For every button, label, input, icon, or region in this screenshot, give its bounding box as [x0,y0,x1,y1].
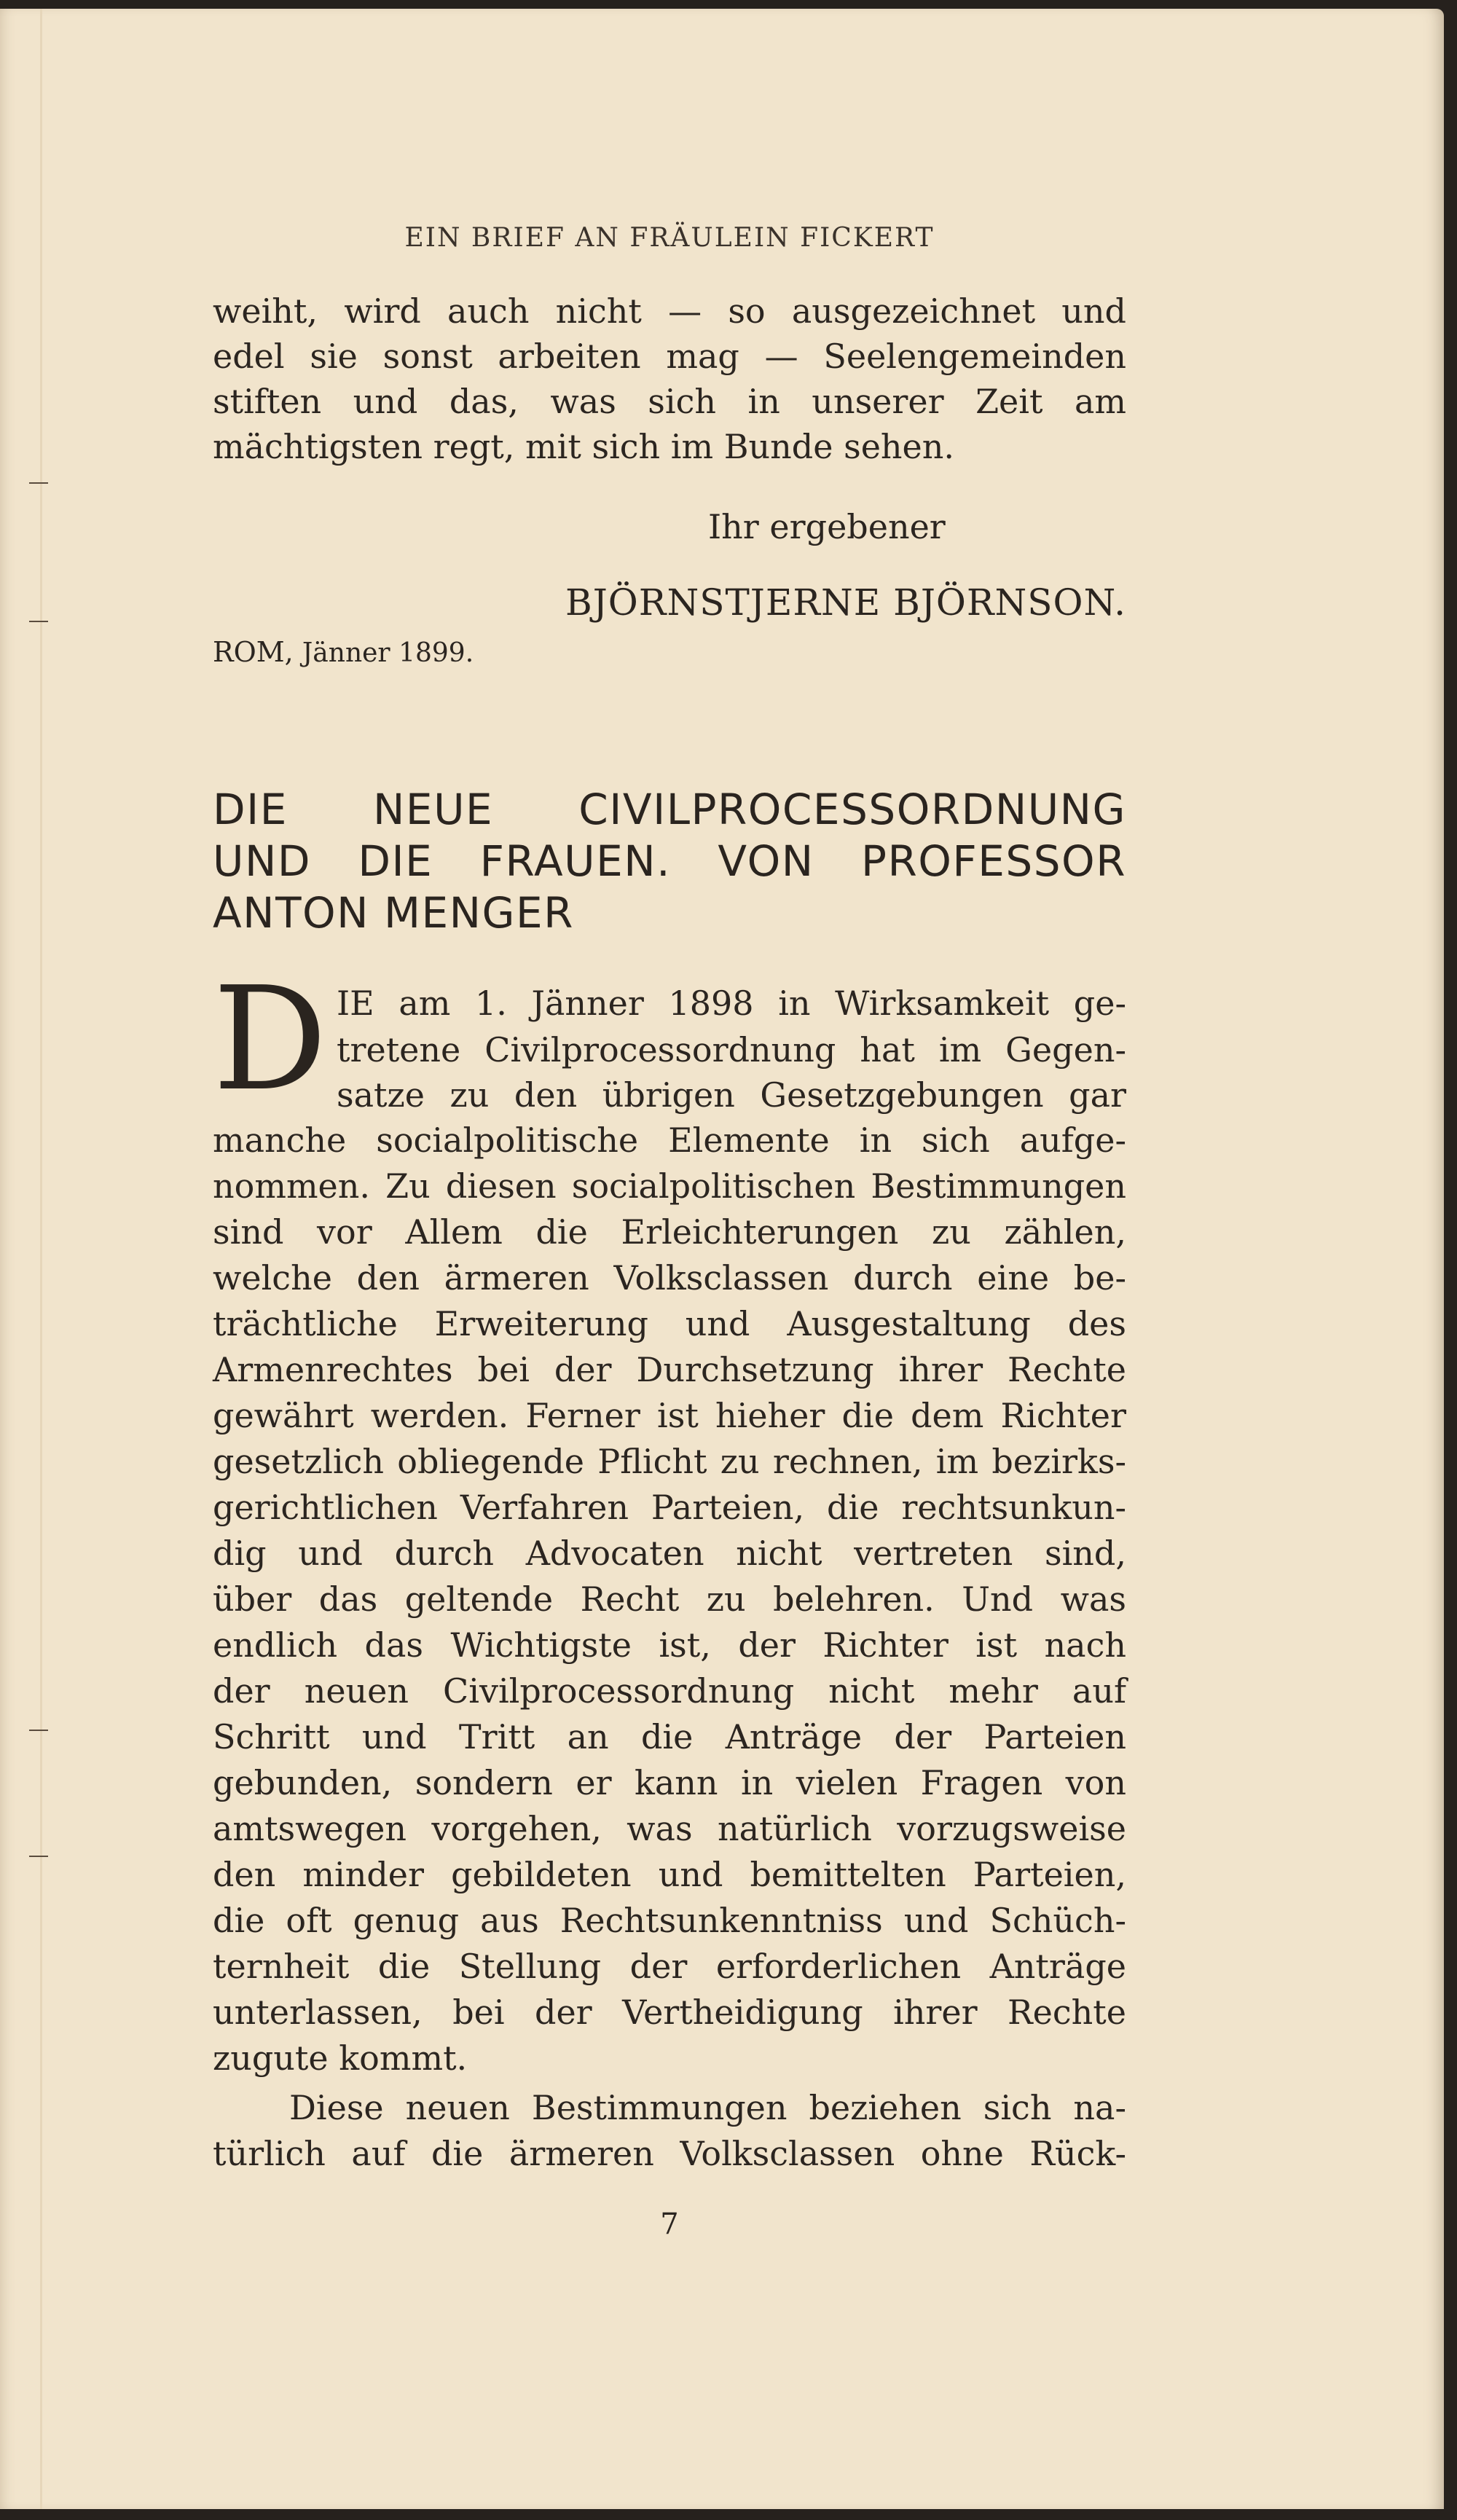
article-title-line: UND DIE FRAUEN. VON PROFESSOR [213,836,1126,886]
paragraph-line: unterlassen, bei der Vertheidigung ihrer Rechte [213,1993,1126,2032]
margin-mark [29,1856,48,1857]
paragraph-line: Armenrechtes bei der Durchsetzung ihrer Rechte [213,1350,1126,1389]
book-page [0,9,1444,2509]
paragraph-line: die oft genug aus Rechtsunkenntniss und Schüch- [213,1901,1126,1940]
letter-line: weiht, wird auch nicht — so ausgezeichnet und [213,291,1126,331]
article-title-line: ANTON MENGER [213,888,574,938]
paragraph-line: amtswegen vorgehen, was natürlich vorzugsweise [213,1809,1126,1848]
paragraph-line: welche den ärmeren Volksclassen durch eine be- [213,1258,1126,1298]
paragraph-line: Diese neuen Bestimmungen beziehen sich na- [289,2088,1126,2127]
paragraph-line: endlich das Wichtigste ist, der Richter ist nach [213,1625,1126,1665]
paragraph-line: gebunden, sondern er kann in vielen Fragen von [213,1763,1126,1802]
article-title-line: DIE NEUE CIVILPROCESSORDNUNG [213,785,1126,834]
paragraph-line: zugute kommt. [213,2038,468,2078]
margin-mark [29,1730,48,1731]
letter-line: stiften und das, was sich in unserer Zeit am [213,382,1126,421]
paragraph-line: satze zu den übrigen Gesetzgebungen gar [337,1075,1126,1115]
paragraph-line: IE am 1. Jänner 1898 in Wirksamkeit ge- [337,984,1126,1023]
paragraph-line: tretene Civilprocessordnung hat im Gegen- [337,1030,1126,1069]
paragraph-line: gewährt werden. Ferner ist hieher die dem Richter [213,1396,1126,1435]
paragraph-line: nommen. Zu diesen socialpolitischen Bestimmungen [213,1166,1126,1206]
page-fold [40,9,42,2509]
drop-cap: D [213,957,328,1123]
paragraph-line: türlich auf die ärmeren Volksclassen ohne Rück- [213,2134,1126,2173]
paragraph-line: dig und durch Advocaten nicht vertreten sind, [213,1534,1126,1573]
paragraph-line: Schritt und Tritt an die Anträge der Parteien [213,1717,1126,1756]
margin-mark [29,621,48,622]
margin-mark [29,482,48,484]
text-column [213,9,1126,2486]
letter-line: edel sie sonst arbeiten mag — Seelengemeinden [213,337,1126,376]
paragraph-line: den minder gebildeten und bemittelten Parteien, [213,1855,1126,1894]
page-number: 7 [660,2207,679,2241]
running-head: EIN BRIEF AN FRÄULEIN FICKERT [404,223,935,253]
letter-date: Jänner 1899. [302,638,474,668]
paragraph-line: über das geltende Recht zu belehren. Und was [213,1579,1126,1619]
letter-place-date [213,629,474,676]
paragraph-line: trächtliche Erweiterung und Ausgestaltung des [213,1304,1126,1343]
letter-signature: BJÖRNSTJERNE BJÖRNSON. [565,581,1126,624]
paragraph-line: ternheit die Stellung der erforderlichen Anträge [213,1947,1126,1986]
paragraph-line: gerichtlichen Verfahren Parteien, die rechtsunkun- [213,1488,1126,1527]
letter-place: ROM, [213,636,294,668]
paragraph-line: sind vor Allem die Erleichterungen zu zählen, [213,1212,1126,1252]
letter-line: mächtigsten regt, mit sich im Bunde sehen. [213,427,955,466]
paragraph-line: manche socialpolitische Elemente in sich aufge- [213,1120,1126,1160]
paragraph-line: gesetzlich obliegende Pflicht zu rechnen, im bezirks- [213,1442,1126,1481]
paragraph-line: der neuen Civilprocessordnung nicht mehr auf [213,1671,1126,1711]
letter-closing: Ihr ergebener [708,507,946,546]
